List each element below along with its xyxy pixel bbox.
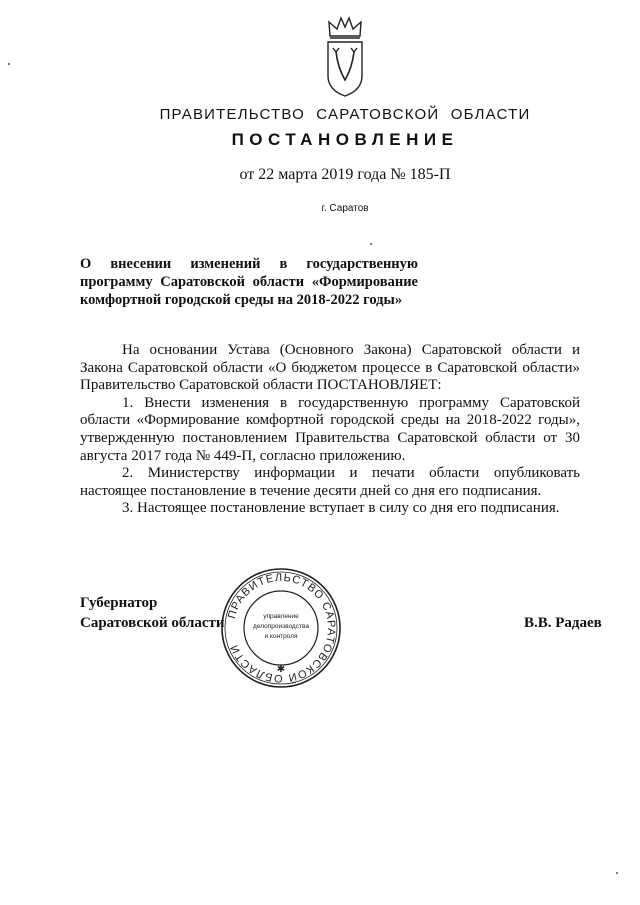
coat-of-arms-emblem (322, 14, 368, 98)
government-title: ПРАВИТЕЛЬСТВО САРАТОВСКОЙ ОБЛАСТИ (159, 106, 531, 123)
seal-star-icon: ✱ (276, 664, 286, 675)
document-type-heading: ПОСТАНОВЛЕНИЕ (231, 130, 459, 149)
document-city: г. Саратов (321, 203, 369, 214)
signatory-position-line2: Саратовской области (80, 615, 225, 631)
scan-speck (8, 63, 10, 65)
body-paragraph-item-3: 3. Настоящее постановление вступает в силу со дня его подписания. (122, 500, 560, 517)
seal-outer-text: ПРАВИТЕЛЬСТВО САРАТОВСКОЙ ОБЛАСТИ (225, 571, 338, 685)
body-paragraph-item-2: 2. Министерству информации и печати области опубликовать настоящее постановление в течение десяти дней со дня его подписания. (80, 465, 580, 499)
seal-inner-line1: управление (263, 613, 299, 620)
scan-speck (616, 872, 618, 874)
document-date-number: от 22 марта 2019 года № 185-П (239, 166, 451, 183)
scan-speck (370, 243, 372, 245)
signatory-position-line1: Губернатор (80, 595, 158, 611)
body-paragraph-preamble: На основании Устава (Основного Закона) Саратовской области и Закона Саратовской области «О бюджетом процессе в Саратовской области» Правительство Саратовской области ПОСТАНОВЛЯЕТ: (80, 342, 580, 394)
seal-inner-line3: и контроля (264, 633, 298, 640)
body-paragraph-item-1: 1. Внести изменения в государственную программу Саратовской области «Формирование комфортной городской среды на 2018-2022 годы», утвержденную постановлением Правительства Саратовской области от 30 августа 2017 года № 449-П, согласно приложению. (80, 394, 580, 464)
signatory-name: В.В. Радаев (524, 615, 602, 631)
document-body (80, 342, 580, 518)
signatory-position (80, 593, 225, 633)
official-seal-stamp (219, 566, 343, 690)
document-subject: О внесении изменений в государственную программу Саратовской области «Формирование комфортной городской среды на 2018-2022 годы» (80, 256, 418, 308)
seal-inner-line2: делопроизводства (253, 623, 309, 630)
